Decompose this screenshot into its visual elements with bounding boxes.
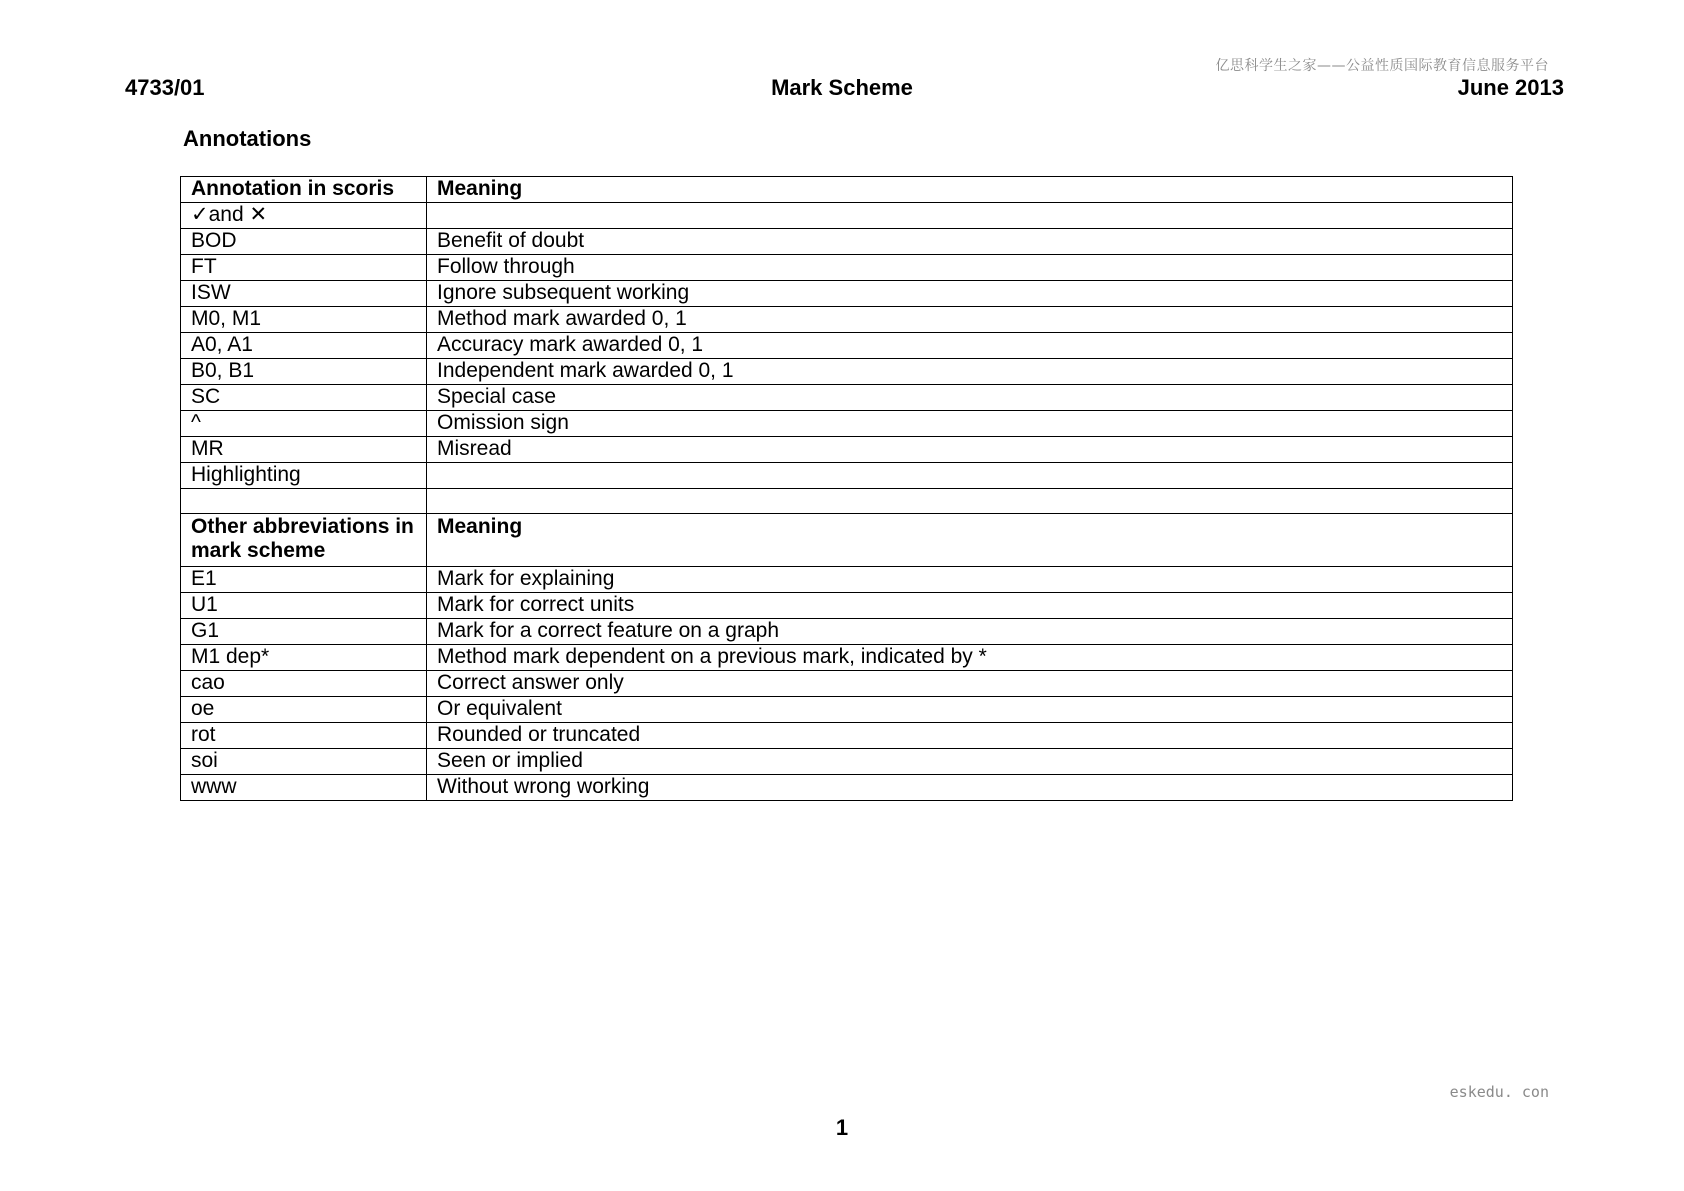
meaning-cell: Correct answer only <box>427 671 1513 697</box>
table-row <box>181 385 1513 411</box>
table-row <box>181 333 1513 359</box>
table-row <box>181 437 1513 463</box>
meaning-cell: Method mark dependent on a previous mark, indicated by * <box>427 645 1513 671</box>
meaning-cell: Omission sign <box>427 411 1513 437</box>
abbreviation-cell: cao <box>181 671 427 697</box>
abbreviation-cell: oe <box>181 697 427 723</box>
annotation-cell: Highlighting <box>181 463 427 489</box>
watermark-top: 亿思科学生之家——公益性质国际教育信息服务平台 <box>1215 58 1549 74</box>
table-row <box>181 281 1513 307</box>
table-row <box>181 229 1513 255</box>
abbreviation-cell: E1 <box>181 567 427 593</box>
document-date: June 2013 <box>1457 75 1564 100</box>
abbreviation-cell: soi <box>181 749 427 775</box>
meaning-cell: Ignore subsequent working <box>427 281 1513 307</box>
annotation-cell: ^ <box>181 411 427 437</box>
table-row <box>181 645 1513 671</box>
table-row <box>181 359 1513 385</box>
meaning-cell: Mark for a correct feature on a graph <box>427 619 1513 645</box>
annotation-cell: ISW <box>181 281 427 307</box>
header-cell-meaning: Meaning <box>427 514 1513 567</box>
meaning-cell: Without wrong working <box>427 775 1513 801</box>
abbreviation-cell: G1 <box>181 619 427 645</box>
annotation-cell: A0, A1 <box>181 333 427 359</box>
table-row <box>181 307 1513 333</box>
annotation-cell: MR <box>181 437 427 463</box>
table-header-row <box>181 177 1513 203</box>
meaning-cell: Mark for correct units <box>427 593 1513 619</box>
meaning-cell: Method mark awarded 0, 1 <box>427 307 1513 333</box>
table-row <box>181 619 1513 645</box>
header-cell-abbreviation: Other abbreviations in mark scheme <box>181 514 427 567</box>
document-title: Mark Scheme <box>771 75 913 100</box>
meaning-cell: Follow through <box>427 255 1513 281</box>
abbreviation-cell: M1 dep* <box>181 645 427 671</box>
table-row <box>181 411 1513 437</box>
meaning-cell: Rounded or truncated <box>427 723 1513 749</box>
meaning-cell <box>427 203 1513 229</box>
meaning-cell: Mark for explaining <box>427 567 1513 593</box>
table-row <box>181 203 1513 229</box>
header-cell-annotation: Annotation in scoris <box>181 177 427 203</box>
table-row <box>181 463 1513 489</box>
annotations-table <box>180 176 1513 801</box>
document-code: 4733/01 <box>125 75 205 100</box>
abbreviation-cell: rot <box>181 723 427 749</box>
meaning-cell: Or equivalent <box>427 697 1513 723</box>
abbreviation-cell: U1 <box>181 593 427 619</box>
table-row <box>181 671 1513 697</box>
meaning-cell: Special case <box>427 385 1513 411</box>
empty-cell <box>181 489 427 514</box>
annotation-cell: FT <box>181 255 427 281</box>
empty-cell <box>427 489 1513 514</box>
watermark-bottom: eskedu. con <box>1449 1083 1549 1101</box>
annotation-cell: ✓and ✕ <box>181 203 427 229</box>
table-row <box>181 567 1513 593</box>
table-row <box>181 697 1513 723</box>
header-cell-meaning: Meaning <box>427 177 1513 203</box>
meaning-cell: Benefit of doubt <box>427 229 1513 255</box>
meaning-cell: Independent mark awarded 0, 1 <box>427 359 1513 385</box>
annotation-cell: BOD <box>181 229 427 255</box>
annotation-cell: B0, B1 <box>181 359 427 385</box>
meaning-cell: Seen or implied <box>427 749 1513 775</box>
table-header-row <box>181 514 1513 567</box>
meaning-cell: Accuracy mark awarded 0, 1 <box>427 333 1513 359</box>
annotation-cell: SC <box>181 385 427 411</box>
abbreviation-cell: www <box>181 775 427 801</box>
table-row <box>181 593 1513 619</box>
table-row <box>181 775 1513 801</box>
table-row <box>181 255 1513 281</box>
spacer-row <box>181 489 1513 514</box>
table-row <box>181 749 1513 775</box>
meaning-cell: Misread <box>427 437 1513 463</box>
annotation-cell: M0, M1 <box>181 307 427 333</box>
section-title: Annotations <box>183 126 312 151</box>
meaning-cell <box>427 463 1513 489</box>
page-number: 1 <box>835 1115 849 1140</box>
table-row <box>181 723 1513 749</box>
